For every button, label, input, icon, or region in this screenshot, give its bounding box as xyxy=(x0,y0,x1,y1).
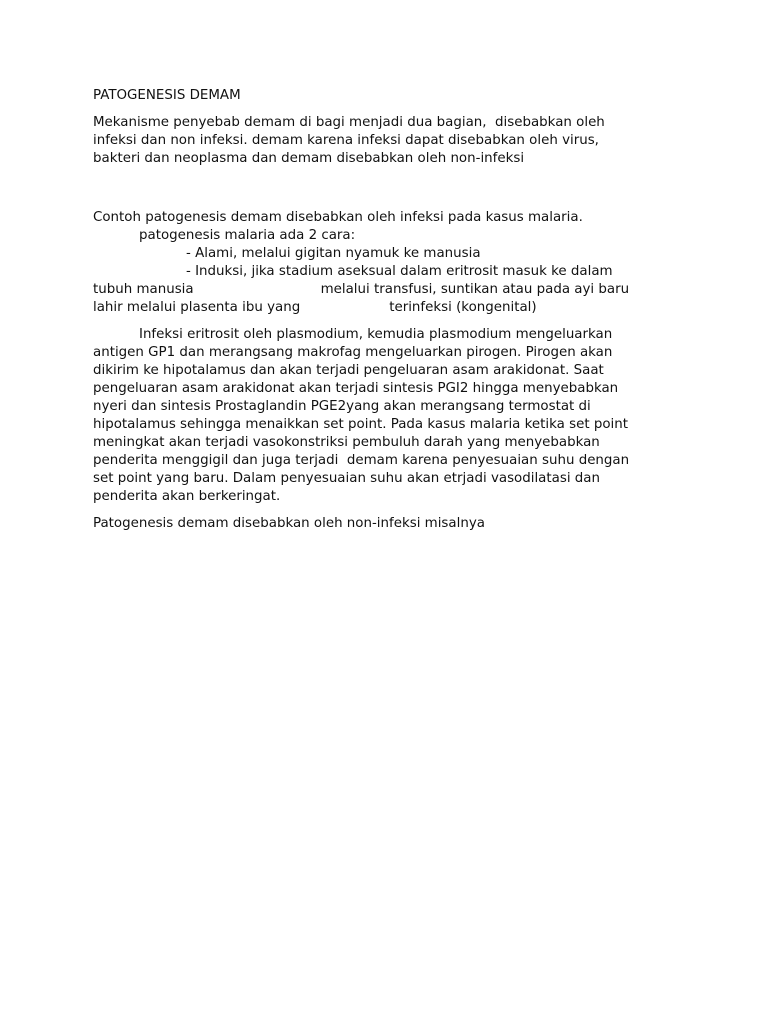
list-item: - Alami, melalui gigitan nyamuk ke manusia xyxy=(186,246,481,261)
paragraph-line: patogenesis malaria ada 2 cara: xyxy=(139,228,356,243)
paragraph-line: penderita menggigil dan juga terjadi demam karena penyesuaian suhu dengan xyxy=(93,453,630,468)
line-segment: melalui transfusi, suntikan atau pada ayi baru xyxy=(320,282,630,297)
paragraph-line: Infeksi eritrosit oleh plasmodium, kemudia plasmodium mengeluarkan xyxy=(139,327,613,342)
paragraph-line: bakteri dan neoplasma dan demam disebabkan oleh non-infeksi xyxy=(93,151,525,166)
paragraph-malaria-example xyxy=(93,209,673,317)
document-title: PATOGENESIS DEMAM xyxy=(93,88,241,103)
paragraph-non-infection: Patogenesis demam disebabkan oleh non-infeksi misalnya xyxy=(93,516,485,531)
paragraph-mechanism xyxy=(93,114,673,168)
line-segment: terinfeksi (kongenital) xyxy=(389,300,537,315)
paragraph-line: Contoh patogenesis demam disebabkan oleh infeksi pada kasus malaria. xyxy=(93,210,583,225)
list-item: - Induksi, jika stadium aseksual dalam eritrosit masuk ke dalam xyxy=(186,264,613,279)
paragraph-line: nyeri dan sintesis Prostaglandin PGE2yang akan merangsang termostat di xyxy=(93,399,591,414)
paragraph-line: meningkat akan terjadi vasokonstriksi pembuluh darah yang menyebabkan xyxy=(93,435,600,450)
paragraph-line: antigen GP1 dan merangsang makrofag mengeluarkan pirogen. Pirogen akan xyxy=(93,345,613,360)
paragraph-line xyxy=(93,299,673,317)
paragraph-line: pengeluaran asam arakidonat akan terjadi sintesis PGI2 hingga menyebabkan xyxy=(93,381,619,396)
paragraph-line: penderita akan berkeringat. xyxy=(93,489,281,504)
line-segment: tubuh manusia xyxy=(93,282,194,297)
paragraph-line: hipotalamus sehingga menaikkan set point. Pada kasus malaria ketika set point xyxy=(93,417,628,432)
paragraph-line: Mekanisme penyebab demam di bagi menjadi dua bagian, disebabkan oleh xyxy=(93,115,605,130)
line-segment: lahir melalui plasenta ibu yang xyxy=(93,300,301,315)
document-body xyxy=(93,87,673,533)
paragraph-line: dikirim ke hipotalamus dan akan terjadi pengeluaran asam arakidonat. Saat xyxy=(93,363,604,378)
paragraph-line xyxy=(93,281,673,299)
paragraph-line: infeksi dan non infeksi. demam karena infeksi dapat disebabkan oleh virus, xyxy=(93,133,599,148)
paragraph-line: set point yang baru. Dalam penyesuaian suhu akan etrjadi vasodilatasi dan xyxy=(93,471,600,486)
paragraph-infection-process xyxy=(93,326,673,506)
